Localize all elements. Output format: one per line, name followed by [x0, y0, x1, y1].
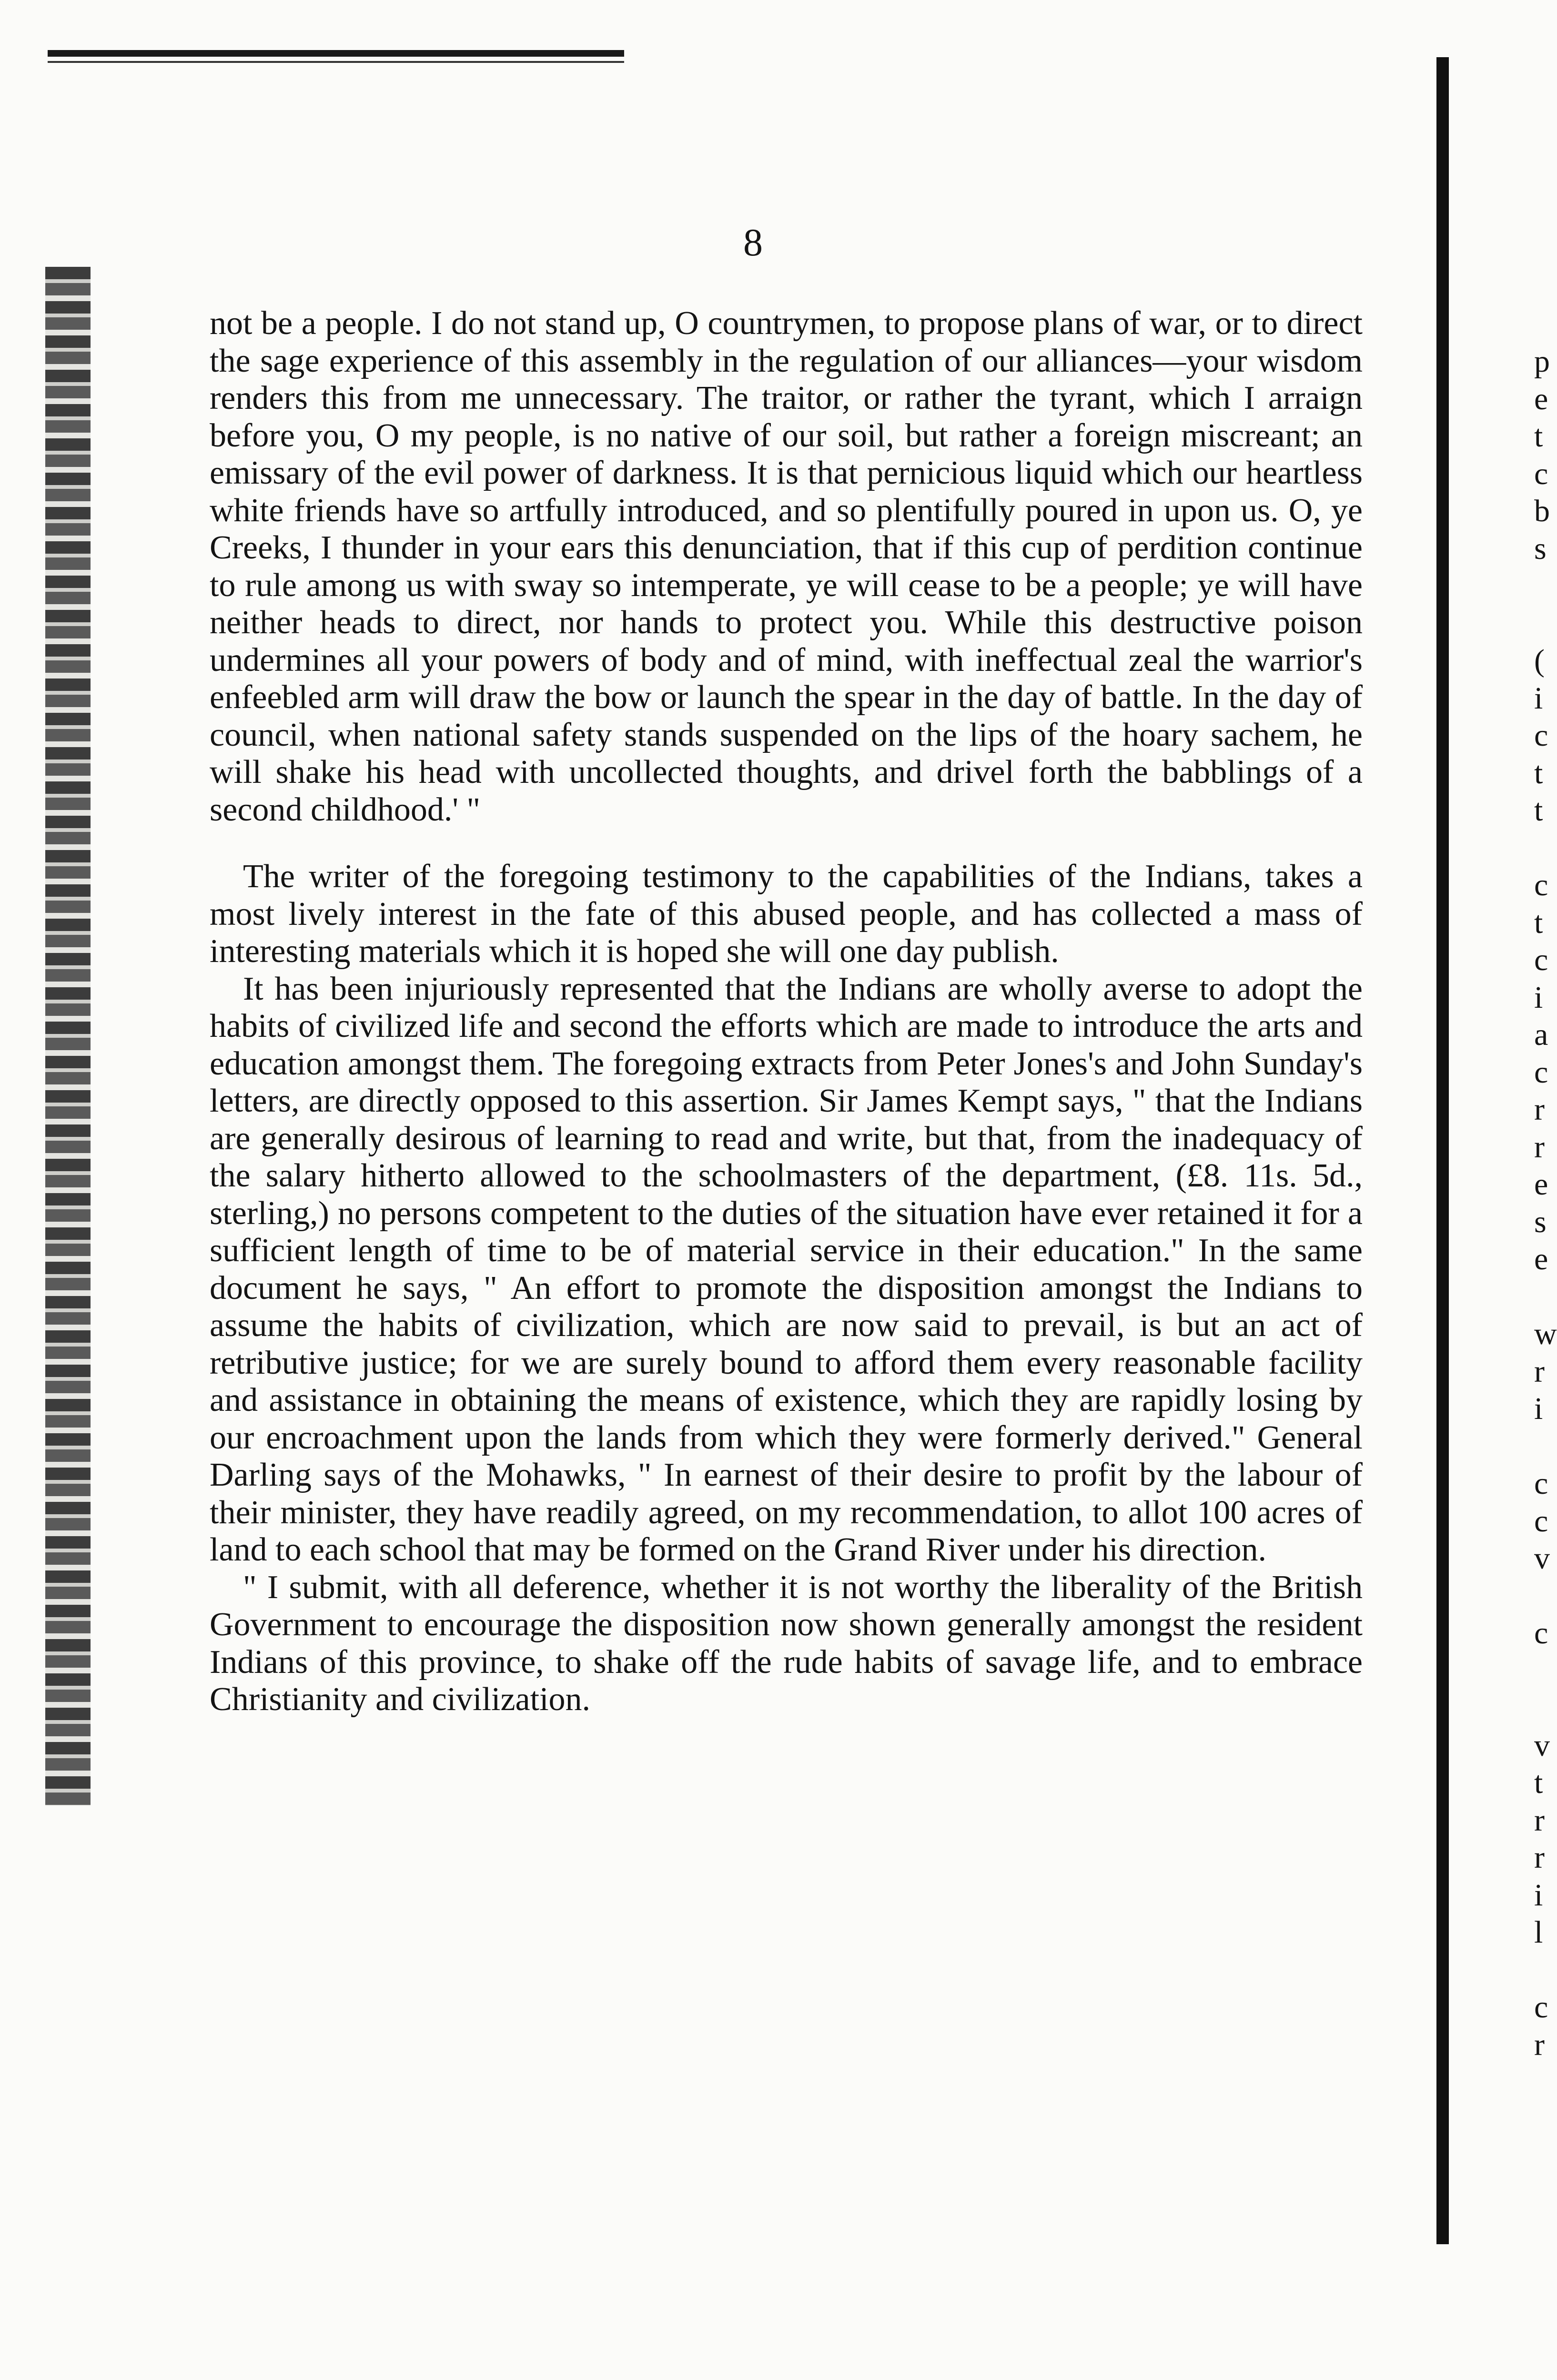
edge-letter: t [1534, 755, 1543, 790]
edge-letter: c [1534, 718, 1548, 753]
edge-letter: c [1534, 1503, 1548, 1539]
facing-page-edge-letters [1534, 343, 1557, 2064]
edge-letter [1534, 1952, 1557, 1989]
edge-letter: c [1534, 1466, 1548, 1501]
edge-letter: r [1534, 1092, 1545, 1127]
top-rule [48, 50, 624, 57]
edge-letter [1534, 830, 1557, 867]
edge-letter: t [1534, 419, 1543, 454]
edge-letter [1534, 567, 1557, 605]
paragraph-3: It has been injuriously represented that the Indians are wholly averse to adopt the habits of civilized life and second the efforts which are made to introduce the arts and education amongst them. The foregoing extracts from Peter Jones's and John Sunday's letters, are directly opposed to this assertion. Sir James Kempt says, " that the Indians are generally desirous of learning to read and write, but that, from the inadequacy of the salary hitherto allowed to the schoolmasters of the department, (£8. 11s. 5d., sterling,) no persons competent to the duties of the situation have ever retained it for a sufficient length of time to be of material service in their education." In the same document he says, " An effort to promote the disposition amongst the Indians to assume the habits of civilization, which are now said to prevail, is but an act of retributive justice; for we are surely bound to afford them every reasonable facility and assistance in obtaining the means of existence, which they are rapidly losing by our encroachment upon the lands from which they were formerly derived." General Darling says of the Mohawks, " In earnest of their desire to profit by the labour of their minister, they have readily agreed, on my recommendation, to allot 100 acres of land to each school that may be formed on the Grand River under his direction. [210, 970, 1363, 1568]
edge-letter: b [1534, 494, 1550, 528]
edge-letter: e [1534, 1167, 1548, 1202]
edge-letter: t [1534, 905, 1543, 940]
top-rule-thin [48, 61, 624, 63]
edge-letter: c [1534, 1054, 1548, 1090]
edge-letter: w [1534, 1317, 1557, 1351]
edge-letter: r [1534, 2027, 1545, 2062]
edge-letter: s [1534, 1204, 1547, 1239]
edge-letter [1534, 1652, 1557, 1690]
edge-letter: c [1534, 1616, 1548, 1651]
edge-letter: r [1534, 1354, 1545, 1389]
edge-letter: c [1534, 942, 1548, 977]
body-text [210, 305, 1363, 1719]
edge-letter: c [1534, 456, 1548, 491]
edge-letter: i [1534, 1391, 1543, 1426]
edge-letter: s [1534, 531, 1547, 566]
edge-letter: r [1534, 1840, 1545, 1875]
edge-letter: e [1534, 1242, 1548, 1276]
edge-letter [1534, 605, 1557, 643]
edge-letter: r [1534, 1129, 1545, 1165]
edge-letter: v [1534, 1728, 1550, 1763]
edge-letter: e [1534, 381, 1548, 416]
edge-letter: i [1534, 680, 1543, 716]
edge-letter [1534, 1690, 1557, 1727]
edge-letter: ( [1534, 643, 1545, 678]
paragraph-1: not be a people. I do not stand up, O countrymen, to propose plans of war, or to direct the sage experience of this assembly in the regulation of our alliances—your wisdom renders this from me unnecessary. The traitor, or rather the tyrant, which I arraign before you, O my people, is no native of our soil, but rather a foreign miscreant; an emissary of the evil power of darkness. It is that pernicious liquid which our heartless white friends have so artfully introduced, and so plentifully poured in upon us. O, ye Creeks, I thunder in your ears this denunciation, that if this cup of perdition continue to rule among us with sway so intemperate, ye will cease to be a people; ye will have neither heads to direct, nor hands to protect you. While this destructive poison undermines all your powers of body and of mind, with ineffectual zeal the warrior's enfeebled arm will draw the bow or launch the spear in the day of battle. In the day of council, when national safety stands suspended on the lips of the hoary sachem, he will shake his head with uncollected thoughts, and drivel forth the babblings of a second childhood.' " [210, 305, 1363, 828]
paragraph-4: " I submit, with all deference, whether it is not worthy the liberality of the British Government to encourage the disposition now shown generally amongst the resident Indians of this province, to shake off the rude habits of savage life, and to embrace Christianity and civilization. [210, 1569, 1363, 1718]
edge-letter: a [1534, 1017, 1548, 1052]
edge-letter: r [1534, 1803, 1545, 1838]
left-gutter-shadow [45, 267, 91, 1806]
edge-letter: t [1534, 1765, 1543, 1800]
edge-letter: i [1534, 1877, 1543, 1913]
edge-letter: c [1534, 868, 1548, 902]
edge-letter: l [1534, 1915, 1543, 1950]
edge-letter: t [1534, 793, 1543, 828]
edge-letter: v [1534, 1541, 1550, 1576]
edge-letter [1534, 1278, 1557, 1316]
edge-letter [1534, 1578, 1557, 1615]
page-number: 8 [743, 221, 763, 264]
paragraph-2: The writer of the foregoing testimony to the capabilities of the Indians, takes a most lively interest in the fate of this abused people, and has collected a mass of interesting materials which it is hoped she will one day publish. [210, 858, 1363, 970]
edge-letter: p [1534, 344, 1550, 379]
edge-letter: i [1534, 980, 1543, 1015]
edge-letter [1534, 1428, 1557, 1466]
edge-letter: c [1534, 1990, 1548, 2025]
right-gutter-shadow [1436, 57, 1449, 2244]
